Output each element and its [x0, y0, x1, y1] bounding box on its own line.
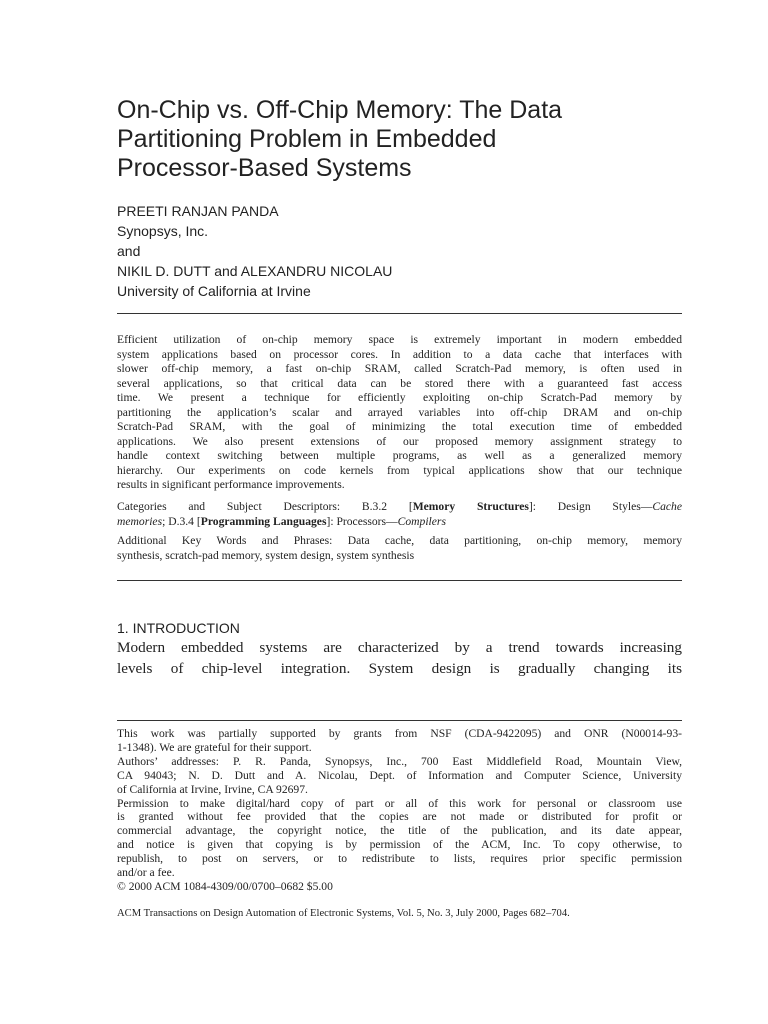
abstract-line: partitioning the application’s scalar and arrayed variables into off-chip DRAM and on-chip — [117, 405, 682, 419]
footnote-line: commercial advantage, the copyright notice, the title of the publication, and its date appear, — [117, 824, 682, 838]
descriptor-italic: Compilers — [397, 515, 446, 528]
descriptor-italic: Cache — [652, 500, 682, 513]
author-name: NIKIL D. DUTT and ALEXANDRU NICOLAU — [117, 263, 393, 279]
author-conjunction: and — [117, 243, 141, 259]
keywords — [117, 533, 682, 563]
journal-citation: ACM Transactions on Design Automation of Electronic Systems, Vol. 5, No. 3, July 2000, Pages 682–704. — [117, 908, 570, 919]
abstract-line: slower off-chip memory, a fast on-chip SRAM, called Scratch-Pad memory, is often used in — [117, 362, 682, 375]
abstract-line: system applications based on processor cores. In addition to a data cache that interfaces with — [117, 347, 682, 361]
title-line: Partitioning Problem in Embedded — [117, 125, 497, 153]
descriptor-text: ]: Processors— — [326, 515, 398, 528]
abstract-divider — [117, 580, 682, 581]
abstract-line: applications. We also present extensions of our proposed memory assignment strategy to — [117, 434, 682, 448]
footnote-line: CA 94043; N. D. Dutt and A. Nicolau, Dept. of Information and Computer Science, University — [117, 768, 682, 782]
abstract-line: hierarchy. Our experiments on code kernels from typical applications show that our technique — [117, 463, 682, 477]
body-line: levels of chip-level integration. System design is gradually changing its — [117, 660, 682, 677]
paper-title — [117, 96, 682, 183]
footnote-line: of California at Irvine, Irvine, CA 92697. — [117, 782, 308, 796]
footnote-line: 1-1348). We are grateful for their support. — [117, 740, 312, 754]
abstract-line: Scratch-Pad SRAM, with the goal of minimizing the total execution time of embedded — [117, 420, 682, 433]
footnote-line: Permission to make digital/hard copy of part or all of this work for personal or classroom use — [117, 796, 682, 810]
descriptor-text: ]: Design Styles— — [528, 500, 653, 513]
author-affiliation: University of California at Irvine — [117, 283, 311, 299]
intro-body — [117, 637, 682, 679]
descriptor-italic: memories — [117, 515, 163, 528]
header-divider — [117, 313, 682, 314]
descriptor-bold: Memory Structures — [412, 500, 529, 513]
keywords-line: Additional Key Words and Phrases: Data cache, data partitioning, on-chip memory, memory — [117, 534, 682, 547]
descriptor-text: Categories and Subject Descriptors: B.3.2 [ — [117, 500, 413, 513]
subject-descriptors — [117, 499, 682, 529]
abstract-line: several applications, so that critical data can be stored there with a guaranteed fast access — [117, 376, 682, 390]
footnote-divider — [117, 720, 682, 721]
abstract-line: handle context switching between multiple programs, as well as a generalized memory — [117, 449, 682, 462]
section-heading: 1. INTRODUCTION — [117, 620, 240, 636]
descriptor-line — [117, 499, 682, 514]
title-line: Processor-Based Systems — [117, 154, 412, 182]
descriptor-text: ; D.3.4 [ — [162, 515, 201, 528]
author-affiliation: Synopsys, Inc. — [117, 223, 209, 239]
footnote-line: and notice is given that copying is by permission of the ACM, Inc. To copy otherwise, to — [117, 838, 682, 852]
abstract-line: results in significant performance improvements. — [117, 478, 345, 491]
keywords-line: synthesis, scratch-pad memory, system design, system synthesis — [117, 549, 415, 562]
abstract-line: Efficient utilization of on-chip memory space is extremely important in modern embedded — [117, 333, 682, 346]
abstract-line: time. We present a technique for efficiently exploiting on-chip Scratch-Pad memory by — [117, 391, 682, 404]
author-name: PREETI RANJAN PANDA — [117, 203, 279, 219]
copyright-line: © 2000 ACM 1084-4309/00/0700–0682 $5.00 — [117, 879, 333, 893]
body-line: Modern embedded systems are characterized by a trend towards increasing — [117, 639, 682, 656]
descriptor-bold: Programming Languages — [200, 515, 327, 528]
footnote-line: This work was partially supported by grants from NSF (CDA-9422095) and ONR (N00014-93- — [117, 727, 682, 740]
title-line: On-Chip vs. Off-Chip Memory: The Data — [117, 96, 563, 124]
footnote-line: republish, to post on servers, or to redistribute to lists, requires prior specific permission — [117, 852, 682, 866]
footnote-line: is granted without fee provided that the copies are not made or distributed for profit or — [117, 810, 682, 824]
footnote-line: Authors’ addresses: P. R. Panda, Synopsys, Inc., 700 East Middlefield Road, Mountain View, — [117, 754, 682, 768]
abstract — [117, 333, 682, 493]
footnote — [117, 727, 682, 894]
author-block — [117, 201, 392, 301]
descriptor-line — [117, 514, 682, 529]
footnote-line: and/or a fee. — [117, 866, 175, 880]
